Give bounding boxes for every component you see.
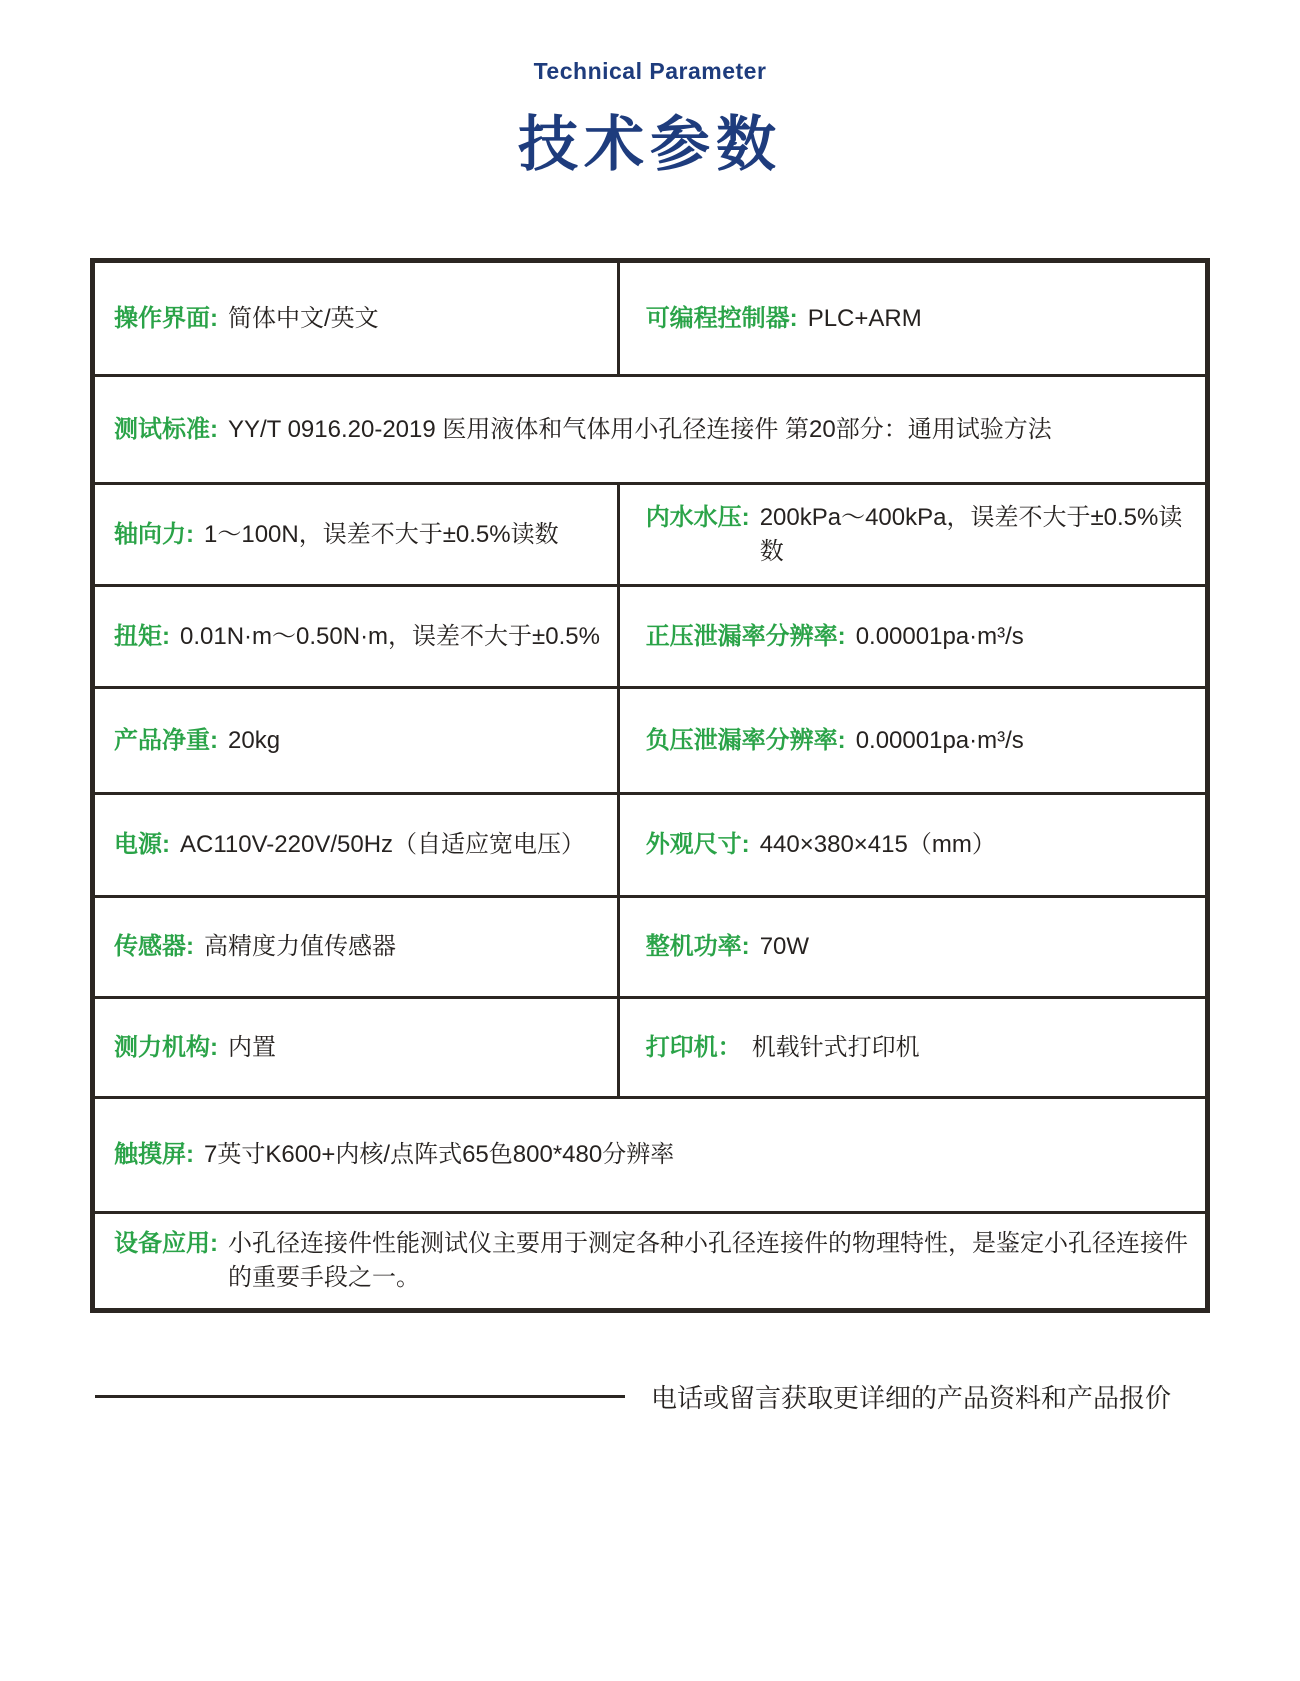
page-title: 技术参数 (518, 111, 782, 178)
table-row (95, 482, 1205, 584)
table-row (95, 584, 1205, 686)
spec-value: YY/T 0916.20-2019 医用液体和气体用小孔径连接件 第20部分：通用试验方法 (228, 415, 1052, 443)
spec-cell-test-standard (95, 377, 1205, 482)
spec-label: 外观尺寸: (645, 831, 750, 859)
spec-table (90, 258, 1210, 1313)
spec-value: 机载针式打印机 (751, 1033, 920, 1061)
spec-value: 440×380×415（mm） (759, 831, 996, 859)
spec-cell-application (95, 1214, 1205, 1308)
spec-value: 70W (759, 933, 810, 961)
footer (95, 1378, 1180, 1415)
spec-label: 整机功率: (645, 933, 750, 961)
spec-label: 可编程控制器: (645, 304, 798, 332)
spec-label: 负压泄漏率分辨率: (645, 726, 846, 754)
spec-cell-dimensions (617, 795, 1205, 895)
spec-value: 内置 (228, 1033, 276, 1061)
spec-cell-net-weight (95, 689, 617, 792)
spec-label: 操作界面: (114, 304, 218, 332)
spec-cell-torque (95, 587, 617, 686)
table-row (95, 1211, 1205, 1308)
footer-divider (95, 1395, 625, 1398)
spec-cell-water-pressure (617, 485, 1205, 584)
spec-cell-plc-controller (617, 263, 1205, 374)
spec-label: 内水水压: (645, 503, 750, 531)
table-row (95, 1096, 1205, 1211)
table-row (95, 374, 1205, 482)
spec-label: 扭矩: (114, 622, 170, 650)
spec-value: 0.00001pa·m³/s (855, 622, 1024, 650)
spec-label: 测试标准: (114, 415, 218, 443)
header-subtitle: Technical Parameter (533, 58, 767, 84)
spec-cell-negative-leak-resolution (617, 689, 1205, 792)
spec-cell-force-mechanism (95, 999, 617, 1096)
spec-value: AC110V-220V/50Hz（自适应宽电压） (180, 831, 586, 859)
spec-label: 产品净重: (114, 726, 218, 754)
table-row (95, 792, 1205, 895)
spec-value: 0.01N·m～0.50N·m，误差不大于±0.5% (180, 622, 600, 650)
spec-value: 小孔径连接件性能测试仪主要用于测定各种小孔径连接件的物理特性，是鉴定小孔径连接件的重要手段之一。 (228, 1230, 1188, 1291)
spec-value: PLC+ARM (807, 304, 922, 332)
spec-value: 0.00001pa·m³/s (855, 726, 1024, 754)
spec-cell-printer (617, 999, 1205, 1096)
spec-cell-total-power (617, 898, 1205, 996)
spec-value: 1～100N，误差不大于±0.5%读数 (204, 520, 559, 548)
spec-value: 20kg (228, 726, 281, 754)
table-row (95, 263, 1205, 374)
spec-cell-positive-leak-resolution (617, 587, 1205, 686)
spec-value: 高精度力值传感器 (204, 933, 396, 961)
spec-value: 7英寸K600+内核/点阵式65色800*480分辨率 (204, 1141, 675, 1169)
spec-cell-operation-interface (95, 263, 617, 374)
table-row (95, 996, 1205, 1096)
spec-label: 测力机构: (114, 1033, 218, 1061)
page-header (0, 0, 1300, 183)
spec-label: 打印机： (645, 1033, 742, 1061)
spec-cell-sensor (95, 898, 617, 996)
spec-cell-touch-screen (95, 1099, 1205, 1211)
spec-label: 设备应用: (114, 1230, 218, 1258)
spec-cell-power-supply (95, 795, 617, 895)
spec-value: 200kPa～400kPa，误差不大于±0.5%读数 (759, 503, 1183, 565)
spec-label: 电源: (114, 831, 170, 859)
table-row (95, 686, 1205, 792)
spec-label: 触摸屏: (114, 1141, 194, 1169)
footer-note: 电话或留言获取更详细的产品资料和产品报价 (651, 1383, 1172, 1413)
spec-cell-axial-force (95, 485, 617, 584)
table-row (95, 895, 1205, 996)
spec-label: 传感器: (114, 933, 194, 961)
spec-label: 正压泄漏率分辨率: (645, 622, 846, 650)
spec-label: 轴向力: (114, 520, 194, 548)
spec-value: 简体中文/英文 (228, 304, 379, 332)
